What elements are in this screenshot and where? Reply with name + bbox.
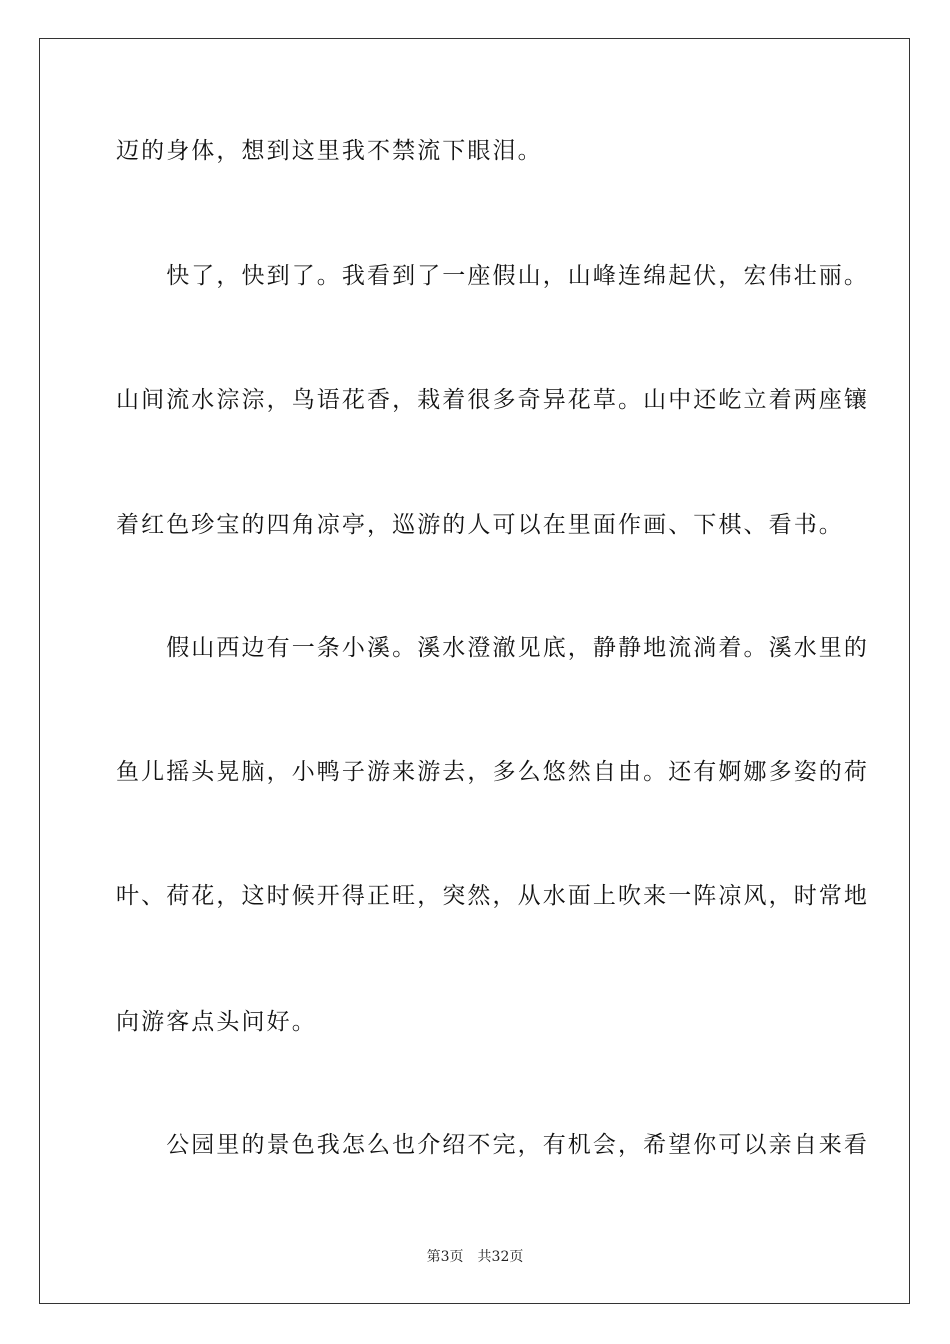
text-line-6: 鱼儿摇头晃脑，小鸭子游来游去，多么悠然自由。还有婀娜多姿的荷 — [116, 759, 869, 785]
text-line-3: 山间流水淙淙，鸟语花香，栽着很多奇异花草。山中还屹立着两座镶 — [116, 387, 869, 413]
page-number: 第3页 — [426, 1249, 464, 1265]
text-line-2: 快了，快到了。我看到了一座假山，山峰连绵起伏，宏伟壮丽。 — [116, 263, 869, 289]
text-line-9: 公园里的景色我怎么也介绍不完，有机会，希望你可以亲自来看 — [116, 1132, 869, 1158]
text-line-5: 假山西边有一条小溪。溪水澄澈见底，静静地流淌着。溪水里的 — [116, 635, 869, 661]
page-total: 共32页 — [477, 1249, 524, 1265]
text-line-8: 向游客点头问好。 — [116, 1009, 317, 1035]
page-footer — [0, 1247, 950, 1267]
text-line-7: 叶、荷花，这时候开得正旺，突然，从水面上吹来一阵凉风，时常地 — [116, 883, 869, 909]
page-frame — [39, 38, 910, 1304]
text-line-1: 迈的身体，想到这里我不禁流下眼泪。 — [116, 138, 543, 164]
text-line-4: 着红色珍宝的四角凉亭，巡游的人可以在里面作画、下棋、看书。 — [116, 512, 844, 538]
